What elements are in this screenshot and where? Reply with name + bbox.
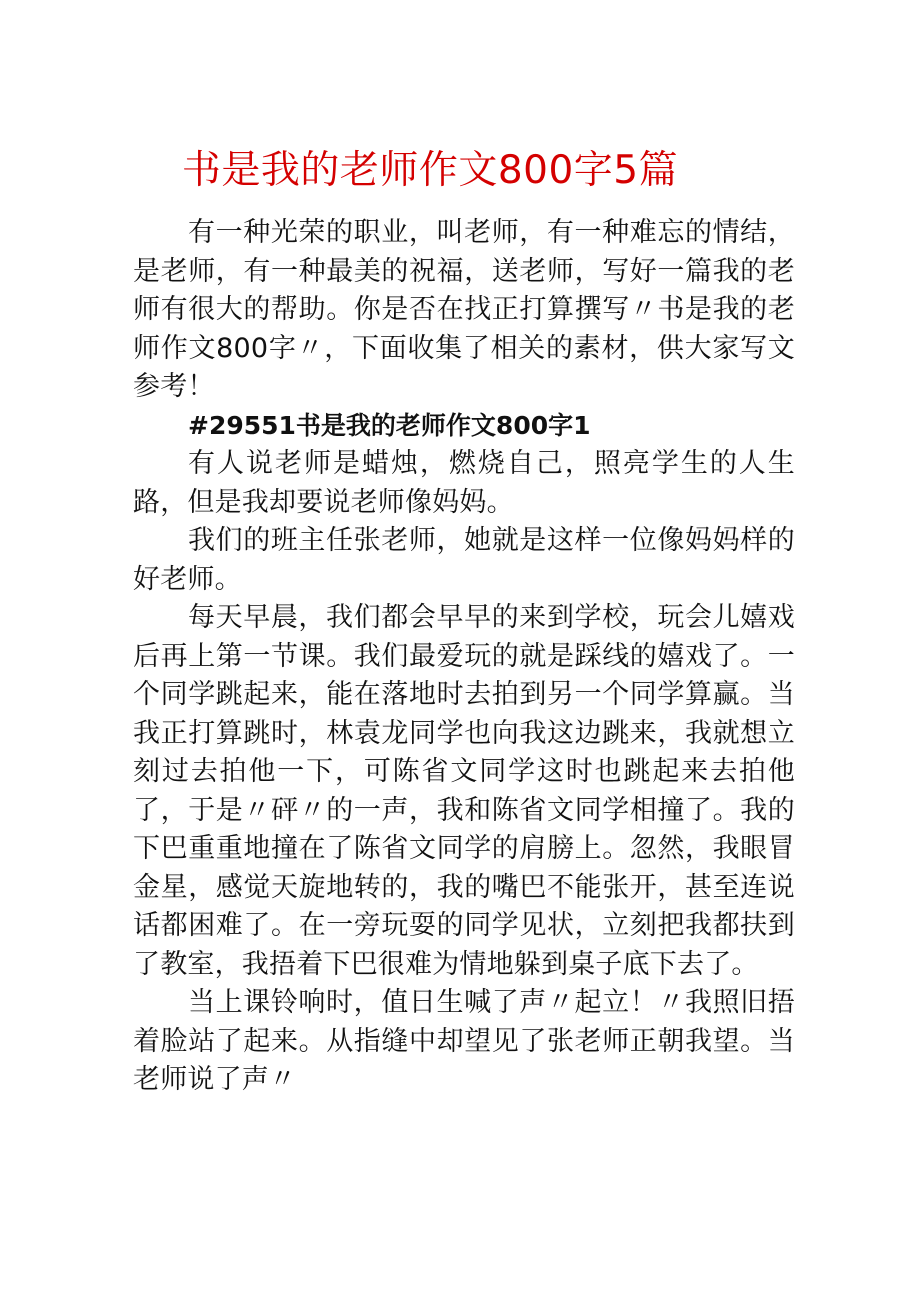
body-paragraph: 当上课铃响时，值日生喊了声〃起立！〃我照旧捂着脸站了起来。从指缝中却望见了张老师正朝我望。当老师说了声〃 bbox=[133, 987, 795, 1095]
body-paragraph: 我们的班主任张老师，她就是这样一位像妈妈样的好老师。 bbox=[133, 525, 795, 595]
section-heading: #29551书是我的老师作文800字1 bbox=[188, 410, 591, 440]
intro-paragraph: 有一种光荣的职业，叫老师，有一种难忘的情结，是老师，有一种最美的祝福，送老师，写好一篇我的老师有很大的帮助。你是否在找正打算撰写〃书是我的老师作文800字〃，下面收集了相关的素材，供大家写文参考！ bbox=[133, 217, 795, 402]
document-body bbox=[133, 214, 795, 1100]
body-paragraph: 每天早晨，我们都会早早的来到学校，玩会儿嬉戏后再上第一节课。我们最爱玩的就是踩线的嬉戏了。一个同学跳起来，能在落地时去拍到另一个同学算赢。当我正打算跳时，林袁龙同学也向我这边跳来，我就想立刻过去拍他一下，可陈省文同学这时也跳起来去拍他了，于是〃砰〃的一声，我和陈省文同学相撞了。我的下巴重重地撞在了陈省文同学的肩膀上。忽然，我眼冒金星，感觉天旋地转的，我的嘴巴不能张开，甚至连说话都困难了。在一旁玩耍的同学见状，立刻把我都扶到了教室，我捂着下巴很难为情地躲到桌子底下去了。 bbox=[133, 602, 795, 980]
body-paragraph: 有人说老师是蜡烛，燃烧自己，照亮学生的人生路，但是我却要说老师像妈妈。 bbox=[133, 448, 795, 518]
document-title: 书是我的老师作文800字5篇 bbox=[181, 148, 679, 193]
